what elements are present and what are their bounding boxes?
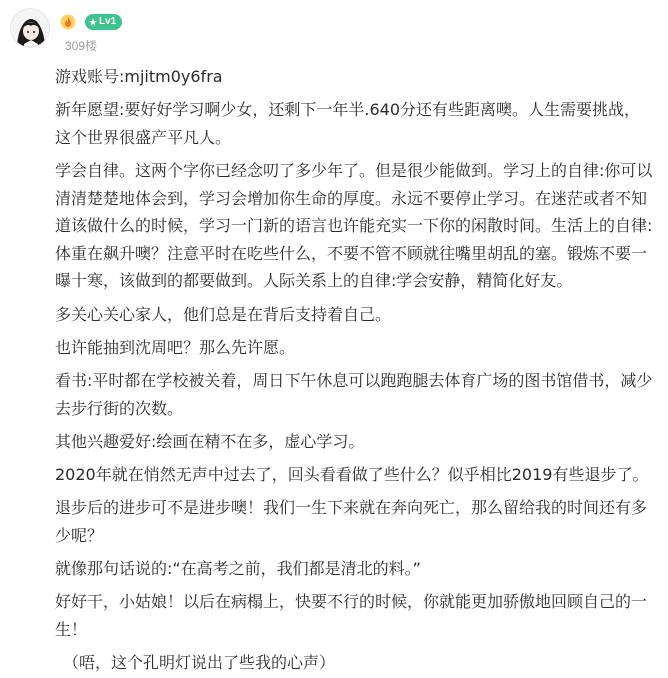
level-badge: [85, 14, 122, 30]
paragraph-self-discipline: 学会自律。这两个字你已经念叨了多少年了。但是很少能做到。学习上的自律:你可以清清楚楚地体会到，学习会增加你生命的厚度。永远不要停止学习。在迷茫或者不知道该做什么的时候，学习一门新的语言也许能充实一下你的闲散时间。生活上的自律:体重在飙升噢？注意平时在吃些什么，不要不管不顾就往嘴里胡乱的塞。锻炼不要一曝十寒，该做到的都要做到。人际关系上的自律:学会安静，精简化好友。: [55, 160, 653, 291]
paragraph-reading: 看书:平时都在学校被关着，周日下午休息可以跑跑腿去体育广场的图书馆借书，减少去步行街的次数。: [55, 370, 653, 418]
paragraph-progress: 退步后的进步可不是进步噢！我们一生下来就在奔向死亡，那么留给我的时间还有多少呢？: [55, 498, 648, 545]
paragraph-encouragement: 好好干，小姑娘！以后在病榻上，快要不行的时候，你就能更加骄傲地回顾自己的一生！: [55, 592, 648, 639]
level-label: Lv1: [99, 16, 117, 27]
post-header: [10, 8, 650, 53]
floor-number: 309楼: [65, 39, 98, 53]
anime-girl-avatar-icon: [11, 9, 50, 48]
paragraph-hobbies: 其他兴趣爱好:绘画在精不在多，虚心学习。: [55, 431, 365, 451]
flame-medal-icon: [60, 14, 76, 30]
paragraph-family: 多关心关心家人，他们总是在背后支持着自己。: [55, 304, 392, 324]
paragraph-2020-review: 2020年就在悄然无声中过去了，回头看看做了些什么？似乎相比2019有些退步了。: [55, 464, 649, 484]
paragraph-game-account: 游戏账号:mjitm0y6fra: [55, 67, 223, 86]
star-icon: [89, 18, 97, 26]
paragraph-new-year-wish: 新年愿望:要好好学习啊少女，还剩下一年半.640分还有些距离噢。人生需要挑战，这个世界很盛产平凡人。: [55, 100, 641, 147]
paragraph-lantern-note: （唔，这个孔明灯说出了些我的心声）: [63, 652, 336, 672]
paragraph-wish-draw: 也许能抽到沈周吧？那么先许愿。: [55, 337, 296, 357]
user-avatar[interactable]: [10, 8, 50, 48]
paragraph-quote: 就像那句话说的:“在高考之前，我们都是清北的料。”: [55, 558, 421, 578]
post-content: [55, 63, 655, 678]
